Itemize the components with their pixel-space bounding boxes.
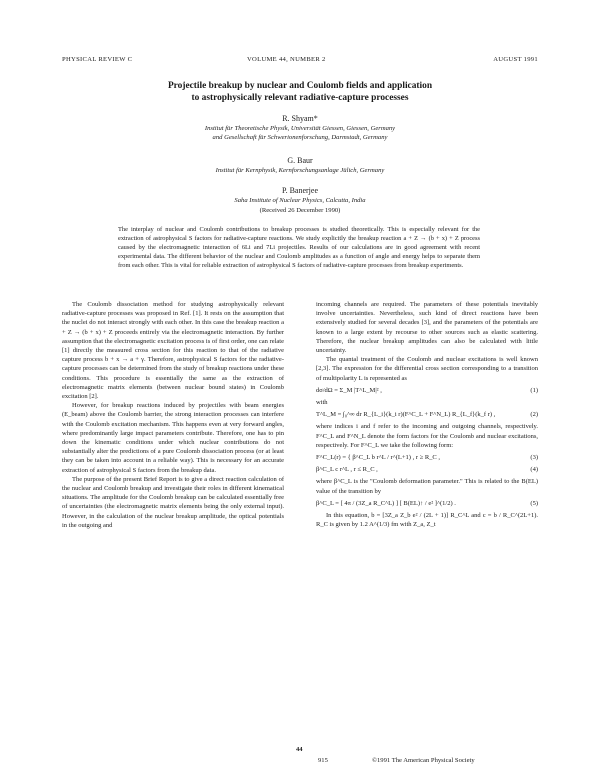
body-paragraph: The purpose of the present Brief Report is to give a direct reaction calculation of the nuclear and Coulomb breakup and investigate their roles in different kinematical situations. The amplitude for the Coulomb breakup can be calculated essentially free of uncertainties (the electromagnetic matrix elements being the only external input). However, in the calculation of the nuclear breakup amplitude, the optical potentials in the outgoing and [62,475,284,529]
author-affiliation [60,197,540,206]
affiliation-line: and Gesellschaft für Schwerionenforschung, Darmstadt, Germany [212,133,388,141]
body-paragraph: The quantal treatment of the Coulomb and nuclear excitations is well known [2,3]. The expression for the differential cross section corresponding to a transition of multipolarity L is represented as [316,356,538,382]
author-name: R. Shyam* [282,114,318,123]
page-number: 915 [318,757,328,764]
equation-text: dσ/dΩ = Σ_M |T^L_M|² , [316,386,382,394]
affiliation-line: Institut für Theoretische Physik, Universität Giessen, Giessen, Germany [204,125,396,132]
equation-text: β^C_L c r^L , r ≤ R_C , [316,466,378,474]
author-name: P. Banerjee [282,186,318,195]
title-line-2: to astrophysically relevant radiative-capture processes [191,93,409,103]
equation-number: (1) [530,386,538,394]
volume-number: VOLUME 44, NUMBER 2 [247,56,326,63]
journal-name: PHYSICAL REVIEW C [62,56,133,63]
body-paragraph: The Coulomb dissociation method for studying astrophysically relevant radiative-capture processes was proposed in Ref. [1]. It rests on the assumption that the nuclei do not interact strongly with each other. In this case the breakup reaction a + Z → (b + x) + Z proceeds entirely via the electromagnetic interaction. By further assumption that the electromagnetic excitation process is of first order, one can relate [1] directly the measured cross section for this reaction to that of the radiative capture process b + x → a + γ. Therefore, astrophysical S factors for the radiative-capture processes can be determined from the study of breakup reactions under these conditions. This procedure is essentially the same as the extraction of electromagnetic matrix elements (between nuclear bound states) in Coulomb excitation [2]. [62,301,284,401]
author-affiliation [60,125,540,142]
paper-title [60,80,540,104]
equation-number: (3) [530,454,538,462]
author-name: G. Baur [287,156,313,165]
equation-number: (2) [530,411,538,419]
equation-2 [316,410,538,419]
author-affiliation [60,167,540,176]
received-date: (Received 26 December 1990) [259,207,341,214]
equation-1 [316,386,538,395]
equation-text: β^C_L = [ 4π / (3Z_a R_C^L) ] [ B(EL)↑ / e² ]^(1/2) . [316,499,456,507]
abstract: The interplay of nuclear and Coulomb contributions to breakup processes is studied theoretically. This is especially relevant for the extraction of astrophysical S factors for radiative-capture reactions. We study explicitly the breakup reaction a + Z → (b + x) + Z process caused by the electromagnetic interaction of 6Li and 7Li projectiles. Results of our calculations are in good agreement with recent experimental data. The different behavior of the nuclear and Coulomb amplitudes as a function of angle and energy helps to separate them from each other. This is vital for reliable extraction of astrophysical S factors of radiative-capture processes from breakup experiments. [118,226,480,270]
volume-page-mark: 44 [296,746,303,753]
body-paragraph: where β^C_L is the "Coulomb deformation parameter." This is related to the B(EL) value of the transition by [316,478,538,495]
issue-date: AUGUST 1991 [493,56,538,63]
equation-text: T^L_M = ∫₀^∞ dr R_{L_i}(k_i r)(F^C_L + F^N_L) R_{L_f}(k_f r) , [316,411,496,419]
equation-number: (5) [530,499,538,507]
equation-number: (4) [530,466,538,474]
affiliation-line: Institut für Kernphysik, Kernforschungsanlage Jülich, Germany [215,167,385,174]
equation-text: F^C_L(r) = { β^C_L b r^L / r^(L+1) , r ≥ R_C , [316,454,441,462]
equation-4 [316,465,538,474]
equation-3 [316,453,538,462]
body-paragraph: However, for breakup reactions induced by projectiles with beam energies (E_beam) above the Coulomb barrier, the strong interaction processes can interfere with the Coulomb excitation mechanism. This happens even at very forward angles, where predominantly large impact parameters contribute. Therefore, one has to pin down the kinematic conditions under which nuclear contributions do not substantially alter the predictions of a pure Coulomb dissociation process (or at least they can be taken into account in a reliable way). This is necessary for an accurate extraction of astrophysical S factors from the breakup data. [62,402,284,474]
body-paragraph: where indices i and f refer to the incoming and outgoing channels, respectively. F^C_L and F^N_L denote the form factors for the Coulomb and nuclear excitations, respectively. For F^C_L we take the following form: [316,423,538,449]
with-label: with [316,399,328,407]
copyright-notice: ©1991 The American Physical Society [372,757,475,764]
title-line-1: Projectile breakup by nuclear and Coulomb fields and application [167,81,433,91]
body-paragraph: incoming channels are required. The parameters of these potentials inevitably involve uncertainties. Nevertheless, such kind of direct reactions have been extensively studied for several decades [3], and the parameters of the potentials are known to a large extent by recourse to other sources such as elastic scattering. Therefore, the nuclear breakup amplitudes can also be calculated with little uncertainty. [316,301,538,355]
body-paragraph: In this equation, b = [3Z_a Z_b e² / (2L + 1)] R_C^L and c = b / R_C^(2L+1). R_C is given by 1.2 A^(1/3) fm with Z_a, Z_t [316,512,538,529]
left-column [62,300,284,530]
right-column [316,300,538,529]
equation-5 [316,499,538,508]
affiliation-line: Saha Institute of Nuclear Physics, Calcutta, India [234,197,366,204]
